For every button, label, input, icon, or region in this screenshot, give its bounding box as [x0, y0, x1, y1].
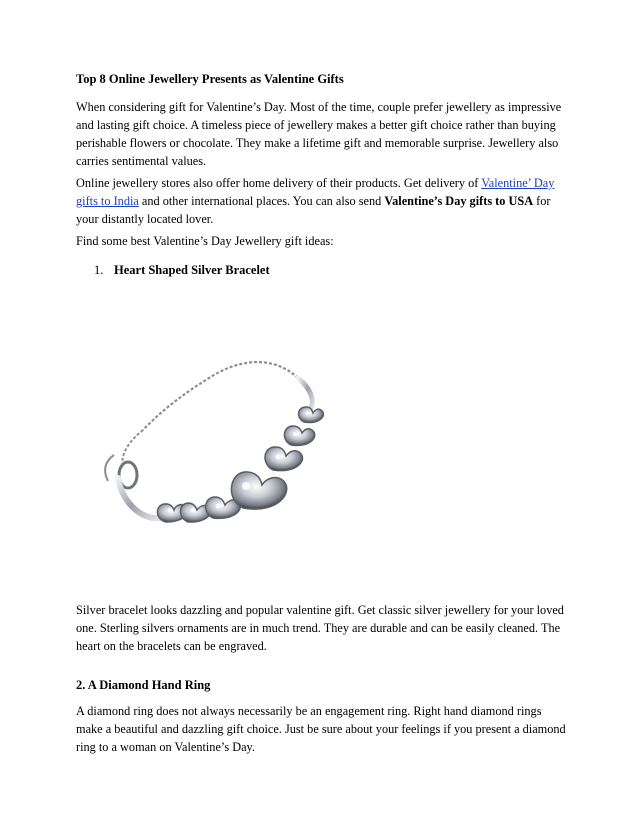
delivery-text-1: Online jewellery stores also offer home delivery of their products. Get delivery of: [76, 176, 482, 190]
bracelet-image: [88, 350, 338, 560]
list-item: [94, 263, 270, 278]
bracelet-paragraph: Silver bracelet looks dazzling and popular valentine gift. Get classic silver jewellery for your loved one. Sterling silvers ornaments are in much trend. They are durable and can be easily cleaned. The heart on the bracelets can be engraved.: [76, 603, 564, 653]
list-number: 1.: [94, 263, 104, 277]
delivery-text-2: and other international places. You can also send: [138, 194, 385, 208]
valentine-gifts-usa-bold: Valentine’s Day gifts to USA: [384, 194, 534, 208]
list-item-label: Heart Shaped Silver Bracelet: [114, 263, 270, 277]
section-heading: 2. A Diamond Hand Ring: [76, 678, 211, 692]
ideas-intro-paragraph: Find some best Valentine’s Day Jewellery gift ideas:: [76, 234, 334, 248]
delivery-text-3: for your distantly located lover.: [76, 194, 551, 226]
valentine-gifts-india-link[interactable]: Valentine’ Day gifts to India: [76, 176, 555, 208]
document-title: Top 8 Online Jewellery Presents as Valentine Gifts: [76, 72, 344, 86]
ring-paragraph: A diamond ring does not always necessarily be an engagement ring. Right hand diamond rings make a beautiful and dazzling gift choice. Just be sure about your feelings if you present a diamond ring to a woman on Valentine’s Day.: [76, 704, 566, 754]
delivery-paragraph: [76, 174, 566, 228]
intro-paragraph: When considering gift for Valentine’s Day. Most of the time, couple prefer jewellery as impressive and lasting gift choice. A timeless piece of jewellery makes a better gift choice rather than buying perishable flowers or chocolate. They make a lifetime gift and memorable surprise. Jewellery also carries sentimental values.: [76, 100, 562, 168]
